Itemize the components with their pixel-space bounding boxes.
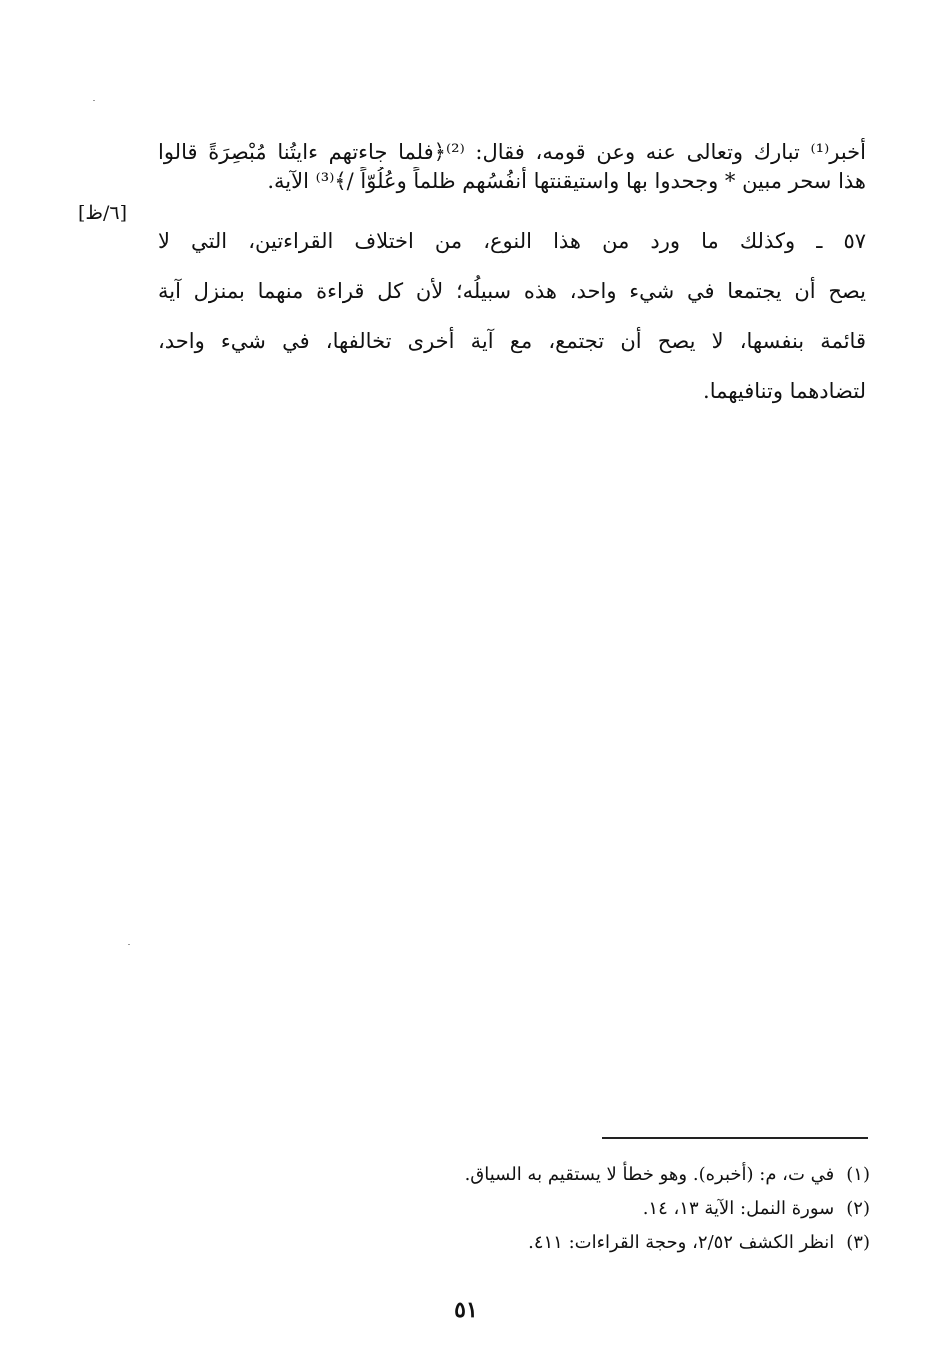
footnote-text: انظر الكشف ٢/٥٢، وحجة القراءات: ٤١١. bbox=[528, 1232, 835, 1253]
main-text bbox=[158, 138, 866, 416]
paragraph-1 bbox=[158, 138, 866, 204]
paragraph-1-line-1: أخبر⁽¹⁾ تبارك وتعالى عنه وعن قومه، فقال: ⁽²⁾﴿فلما جاءتهم ءايتُنا مُبْصِرَةً قالوا bbox=[158, 140, 866, 164]
paragraph-2-line-4: لتضادهما وتنافيهما. bbox=[703, 379, 866, 403]
footnote-number: (١) bbox=[846, 1164, 870, 1185]
paragraph-1-line-2: هذا سحر مبين * وجحدوا بها واستيقنتها أنفُسُهم ظلماً وعُلُوّاً /﴾⁽³⁾ الآية. bbox=[267, 169, 866, 193]
paragraph-2-line-3: قائمة بنفسها، لا يصح أن تجتمع، مع آية أخرى تخالفها، في شيء واحد، bbox=[158, 329, 866, 353]
footnote-separator bbox=[602, 1137, 868, 1139]
footnote-2 bbox=[310, 1192, 870, 1226]
footnote-1 bbox=[310, 1158, 870, 1192]
footnote-text: في ت، م: (أخبره). وهو خطأ لا يستقيم به السياق. bbox=[464, 1164, 835, 1185]
footnote-3 bbox=[310, 1226, 870, 1260]
footnote-number: (٢) bbox=[846, 1198, 870, 1219]
scan-speck bbox=[128, 944, 130, 945]
footnote-text: سورة النمل: الآية ١٣، ١٤. bbox=[642, 1198, 835, 1219]
manuscript-folio-reference: [٦/ظ] bbox=[78, 202, 128, 224]
paragraph-2-line-1: ٥٧ ـ وكذلك ما ورد من هذا النوع، من اختلاف القراءتين، التي لا bbox=[158, 229, 866, 253]
paragraph-2-line-2: يصح أن يجتمعا في شيء واحد، هذه سبيلُه؛ لأن كل قراءة منهما بمنزل آية bbox=[158, 279, 866, 303]
page-number: ٥١ bbox=[454, 1297, 478, 1323]
paragraph-2 bbox=[158, 216, 866, 416]
scan-speck bbox=[93, 100, 95, 101]
footnotes bbox=[310, 1158, 870, 1260]
footnote-number: (٣) bbox=[846, 1232, 870, 1253]
